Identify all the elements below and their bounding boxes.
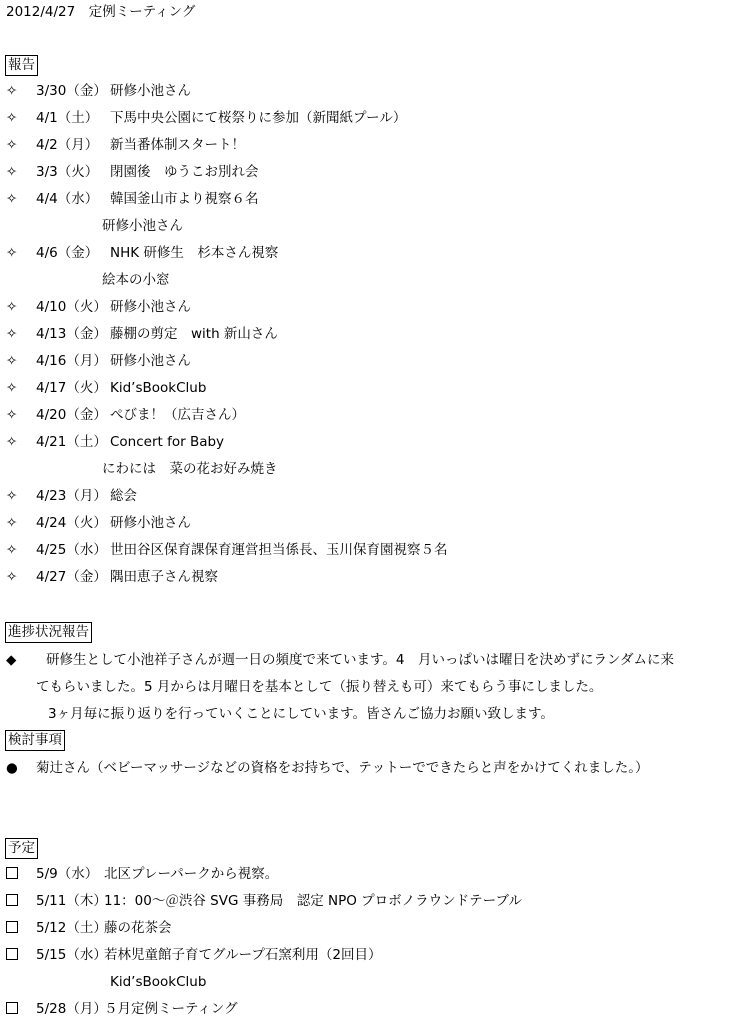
schedule-item-text: 北区プレーパークから視察。: [104, 866, 279, 882]
schedule-heading: 予定: [5, 838, 38, 859]
report-item-text: 下馬中央公園にて桜祭りに参加（新聞紙プール）: [110, 110, 407, 126]
checkbox-bullet-icon: [6, 918, 26, 938]
report-item-text: 新当番体制スタート！: [110, 137, 245, 153]
report-item-text: 研修小池さん: [110, 299, 191, 315]
report-item-date: 4/23（月）: [36, 488, 107, 504]
progress-bullet: ◆: [6, 652, 17, 668]
checkbox-bullet-icon: [6, 999, 26, 1019]
sparkle-bullet-icon: ✧: [6, 542, 18, 558]
sparkle-bullet-icon: ✧: [6, 164, 18, 180]
report-item-text: 総会: [110, 488, 137, 504]
report-item-text: 隅田恵子さん視察: [110, 569, 218, 585]
sparkle-bullet-icon: ✧: [6, 353, 18, 369]
schedule-item-text: 11：00～＠渋谷 SVG 事務局 認定 NPO プロボノラウンドテーブル: [104, 893, 522, 909]
sparkle-bullet-icon: ✧: [6, 488, 18, 504]
review-bullet: ●: [6, 760, 18, 776]
progress-line-2: てもらいました。5 月からは月曜日を基本として（振り替えも可）来てもらう事にしました。: [36, 679, 603, 695]
report-item-text: 研修小池さん: [110, 353, 191, 369]
report-item-text: ぺびま！（広吉さん）: [110, 407, 245, 423]
report-item-date: 4/25（水）: [36, 542, 107, 558]
report-item-date: 4/13（金）: [36, 326, 107, 342]
review-heading: 検討事項: [5, 730, 65, 751]
report-item-continuation: 絵本の小窓: [102, 272, 170, 288]
report-item-date: 4/10（火）: [36, 299, 107, 315]
sparkle-bullet-icon: ✧: [6, 245, 18, 261]
report-item-date: 4/4（水）: [36, 191, 99, 207]
report-item-date: 4/2（月）: [36, 137, 99, 153]
report-item-text: 韓国釜山市より視察６名: [110, 191, 259, 207]
sparkle-bullet-icon: ✧: [6, 110, 18, 126]
schedule-item-continuation: Kid’sBookClub: [110, 974, 207, 990]
schedule-item-date: 5/12（土）: [36, 920, 107, 936]
report-item-date: 4/6（金）: [36, 245, 99, 261]
report-item-continuation: 研修小池さん: [102, 218, 183, 234]
progress-heading: 進捗状況報告: [5, 622, 92, 643]
sparkle-bullet-icon: ✧: [6, 380, 18, 396]
report-item-date: 4/1（土）: [36, 110, 99, 126]
checkbox-bullet-icon: [6, 864, 26, 884]
sparkle-bullet-icon: ✧: [6, 407, 18, 423]
report-item-text: 研修小池さん: [110, 515, 191, 531]
sparkle-bullet-icon: ✧: [6, 515, 18, 531]
report-item-continuation: にわには 菜の花お好み焼き: [102, 461, 278, 477]
report-item-date: 3/30（金）: [36, 83, 107, 99]
document-title: 2012/4/27 定例ミーティング: [6, 4, 196, 20]
progress-line-1: 研修生として小池祥子さんが週一日の頻度で来ています。4 月いっぱいは曜日を決めずにランダムに来: [46, 652, 674, 668]
sparkle-bullet-icon: ✧: [6, 137, 18, 153]
report-heading: 報告: [5, 55, 38, 76]
sparkle-bullet-icon: ✧: [6, 569, 18, 585]
report-item-date: 3/3（火）: [36, 164, 99, 180]
sparkle-bullet-icon: ✧: [6, 191, 18, 207]
review-text: 菊辻さん（ベビーマッサージなどの資格をお持ちで、テットーでできたらと声をかけてくれました。）: [36, 760, 649, 776]
schedule-item-date: 5/15（水）: [36, 947, 107, 963]
report-item-date: 4/24（火）: [36, 515, 107, 531]
progress-line-3: 3ヶ月毎に振り返りを行っていくことにしています。皆さんご協力お願い致します。: [48, 706, 554, 722]
report-item-text: 閉園後 ゆうこお別れ会: [110, 164, 259, 180]
sparkle-bullet-icon: ✧: [6, 83, 18, 99]
schedule-item-text: 若林児童館子育てグループ石窯利用（2回目）: [104, 947, 382, 963]
sparkle-bullet-icon: ✧: [6, 326, 18, 342]
report-item-date: 4/20（金）: [36, 407, 107, 423]
report-item-text: Kid’sBookClub: [110, 380, 207, 396]
schedule-item-date: 5/9（水）: [36, 866, 99, 882]
sparkle-bullet-icon: ✧: [6, 434, 18, 450]
report-item-date: 4/21（土）: [36, 434, 107, 450]
schedule-item-text: ５月定例ミーティング: [104, 1001, 238, 1017]
report-item-text: Concert for Baby: [110, 434, 225, 450]
report-item-text: 世田谷区保育課保育運営担当係長、玉川保育園視察５名: [110, 542, 448, 558]
report-item-date: 4/16（月）: [36, 353, 107, 369]
schedule-item-date: 5/28（月）: [36, 1001, 107, 1017]
report-item-text: NHK 研修生 杉本さん視察: [110, 245, 279, 261]
report-item-text: 藤棚の剪定 with 新山さん: [110, 326, 278, 342]
report-item-text: 研修小池さん: [110, 83, 191, 99]
checkbox-bullet-icon: [6, 891, 26, 911]
sparkle-bullet-icon: ✧: [6, 299, 18, 315]
checkbox-bullet-icon: [6, 945, 26, 965]
schedule-item-date: 5/11（木）: [36, 893, 107, 909]
schedule-item-text: 藤の花茶会: [104, 920, 172, 936]
report-item-date: 4/27（金）: [36, 569, 107, 585]
report-item-date: 4/17（火）: [36, 380, 107, 396]
